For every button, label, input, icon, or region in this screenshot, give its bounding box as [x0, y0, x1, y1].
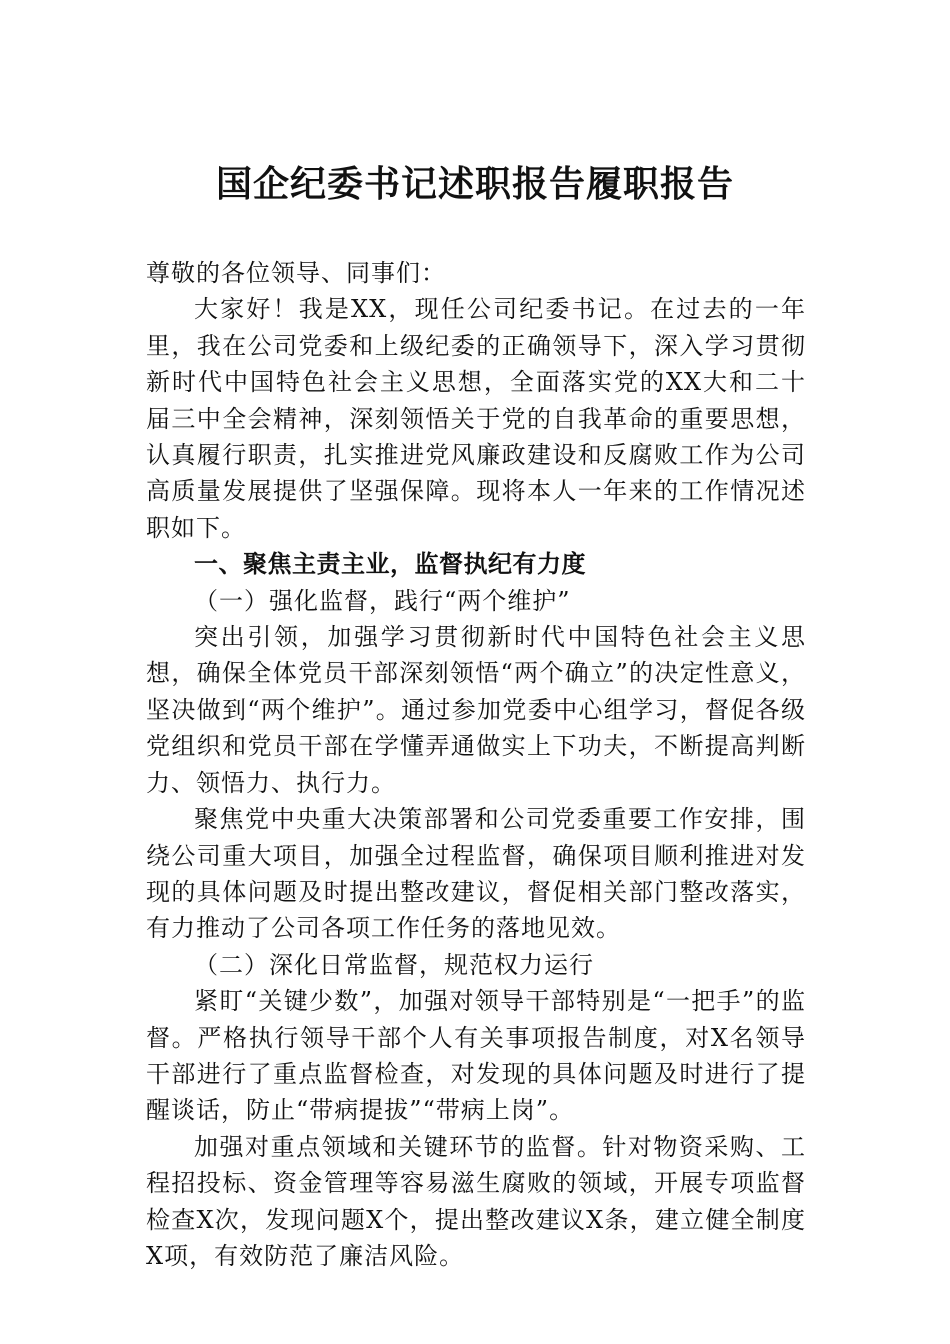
paragraph: 突出引领，加强学习贯彻新时代中国特色社会主义思想，确保全体党员干部深刻领悟“两个确立”的决定性意义，坚决做到“两个维护”。通过参加党委中心组学习，督促各级党组织和党员干部在学懂弄通做实上下功夫，不断提高判断力、领悟力、执行力。 [146, 623, 806, 797]
paragraph: 聚焦党中央重大决策部署和公司党委重要工作安排，围绕公司重大项目，加强全过程监督，确保项目顺利推进对发现的具体问题及时提出整改建议，督促相关部门整改落实，有力推动了公司各项工作任务的落地见效。 [146, 805, 806, 943]
section-heading: 一、聚焦主责主业，监督执纪有力度 [194, 550, 586, 579]
intro-paragraph: 大家好！我是XX，现任公司纪委书记。在过去的一年里，我在公司党委和上级纪委的正确领导下，深入学习贯彻新时代中国特色社会主义思想，全面落实党的XX大和二十届三中全会精神，深刻领悟关于党的自我革命的重要思想，认真履行职责，扎实推进党风廉政建设和反腐败工作为公司高质量发展提供了坚强保障。现将本人一年来的工作情况述职如下。 [146, 295, 806, 542]
salutation: 尊敬的各位领导、同事们： [146, 259, 446, 287]
paragraph: 紧盯“关键少数”，加强对领导干部特别是“一把手”的监督。严格执行领导干部个人有关事项报告制度，对X名领导干部进行了重点监督检查，对发现的具体问题及时进行了提醒谈话，防止“带病提拔”“带病上岗”。 [146, 987, 806, 1125]
document-body [146, 255, 806, 1274]
subsection-heading: （一）强化监督，践行“两个维护” [194, 586, 571, 615]
subsection-heading: （二）深化日常监督，规范权力运行 [194, 950, 594, 979]
document-title: 国企纪委书记述职报告履职报告 [215, 163, 734, 205]
paragraph: 加强对重点领域和关键环节的监督。针对物资采购、工程招投标、资金管理等容易滋生腐败的领域，开展专项监督检查X次，发现问题X个，提出整改建议X条，建立健全制度X项，有效防范了廉洁风险。 [146, 1132, 806, 1270]
